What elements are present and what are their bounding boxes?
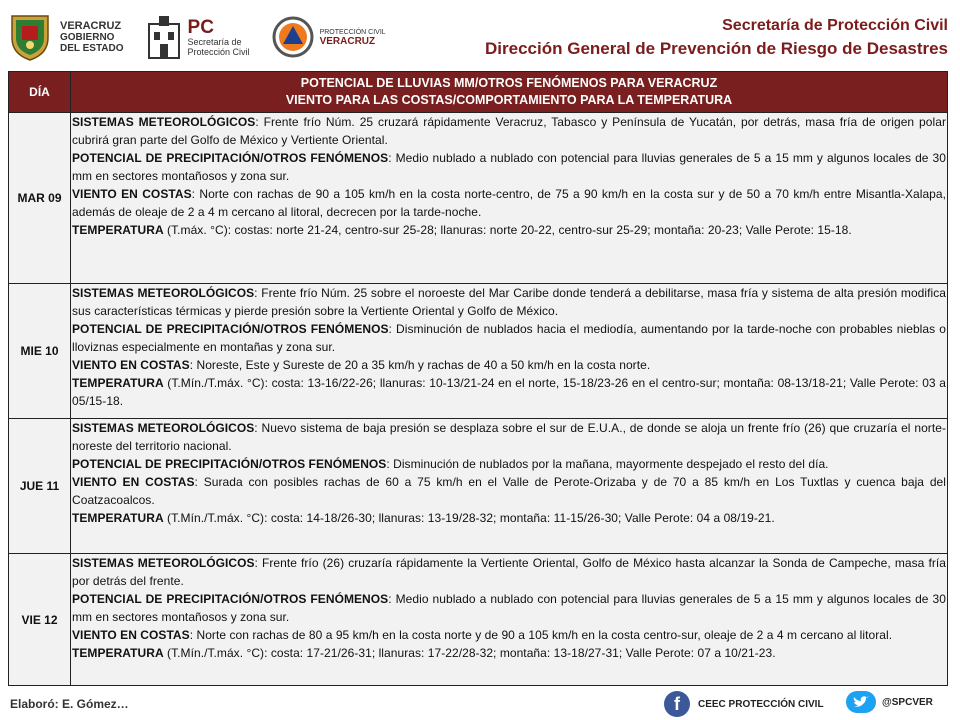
temp-label: TEMPERATURA [72,376,164,390]
precip-label: POTENCIAL DE PRECIPITACIÓN/OTROS FENÓMENOS [72,457,387,471]
day-cell: MAR 09 [9,113,71,284]
temp-text: (T.Mín./T.máx. °C): costa: 13-16/22-26; llanuras: 10-13/21-24 en el norte, 15-18/23-26 en el centro-sur; montaña: 08-13/18-21; Valle Perote: 03 a 05/15-18. [72,376,946,408]
sistemas-paragraph [72,113,946,149]
facebook-label[interactable]: CEEC PROTECCIÓN CIVIL [698,698,824,710]
header-logos [8,8,408,66]
twitter-link[interactable] [846,691,933,713]
viento-paragraph [72,356,946,374]
precip-paragraph [72,455,946,473]
viento-text: : Norte con rachas de 80 a 95 km/h en la costa norte y de 90 a 105 km/h en la costa centro-sur, oleaje de 2 a 4 m cercano al litoral. [189,628,893,642]
precip-label: POTENCIAL DE PRECIPITACIÓN/OTROS FENÓMENOS [72,151,389,165]
table-header-row [9,72,948,113]
sistemas-paragraph [72,419,946,455]
pc-logo [146,14,250,60]
sistemas-text: : Nuevo sistema de baja presión se desplaza sobre el sur de E.U.A., de donde se aloja un frente frío (26) que cruzaría el norte-noreste del territorio nacional. [72,421,946,453]
pc2-logo-line1: PROTECCIÓN CIVIL [319,29,386,36]
temp-paragraph [72,644,946,662]
precip-label: POTENCIAL DE PRECIPITACIÓN/OTROS FENÓMENOS [72,322,389,336]
day-cell: JUE 11 [9,419,71,554]
day-cell: MIE 10 [9,284,71,419]
precip-text: : Medio nublado a nublado con potencial para lluvias generales de 5 a 15 mm y algunos locales de 30 mm en sectores montañosos y zona sur. [72,592,946,624]
sistemas-paragraph [72,554,946,590]
forecast-cell [71,113,948,284]
precip-label: POTENCIAL DE PRECIPITACIÓN/OTROS FENÓMENOS [72,592,389,606]
twitter-label[interactable]: @SPCVER [882,696,933,708]
column-header-forecast [71,72,948,113]
pc-logo-line1: Secretaría de [187,36,242,47]
sistemas-label: SISTEMAS METEOROLÓGICOS [72,115,256,129]
precip-paragraph [72,149,946,185]
precip-paragraph [72,590,946,626]
temp-text: (T.Mín./T.máx. °C): costa: 14-18/26-30; llanuras: 13-19/28-32; montaña: 11-15/26-30; Valle Perote: 04 a 08/19-21. [163,511,775,525]
viento-text: : Noreste, Este y Sureste de 20 a 35 km/h y rachas de 40 a 50 km/h en la costa norte. [189,358,651,372]
pc2-logo-line2: VERACRUZ [319,36,376,47]
precip-paragraph [72,320,946,356]
temp-text: (T.Mín./T.máx. °C): costa: 17-21/26-31; llanuras: 17-22/28-32; montaña: 13-18/27-31; Valle Perote: 07 a 10/21-23. [163,646,776,660]
header-title-line1: Secretaría de Protección Civil [722,17,948,34]
veracruz-shield-icon [8,12,52,62]
pc-logo-line2: Protección Civil [187,46,250,57]
facebook-link[interactable] [664,691,824,717]
sistemas-text: : Frente frío Núm. 25 sobre el noroeste del Mar Caribe donde tenderá a debilitarse, masa fría y sistema de alta presión modifica sus características térmicas y pierde presión sobre la Vertiente Oriental y Golfo de México. [72,286,946,318]
temp-text: (T.máx. °C): costas: norte 21-24, centro-sur 25-28; llanuras: norte 20-22, centro-sur 25-29; montaña: 20-23; Valle Perote: 15-18. [163,223,852,237]
sistemas-text: : Frente frío Núm. 25 cruzará rápidamente Veracruz, Tabasco y Península de Yucatán, por detrás, masa fría de origen polar cubrirá gran parte del Golfo de México y Vertiente Oriental. [72,115,946,147]
pc-triangle-icon [272,16,314,58]
temp-label: TEMPERATURA [72,646,164,660]
viento-text: : Norte con rachas de 90 a 105 km/h en la costa norte-centro, de 75 a 90 km/h en la costa sur y de 50 a 70 km/h entre Misantla-Xalapa, además de oleaje de 2 a 4 m cercano al litoral, decrecen por la tarde-noche. [72,187,946,219]
sistemas-label: SISTEMAS METEOROLÓGICOS [72,421,255,435]
viento-paragraph [72,626,946,644]
temp-paragraph [72,509,946,527]
pc-building-icon [146,14,182,60]
viento-paragraph [72,185,946,221]
column-header-forecast-line2: VIENTO PARA LAS COSTAS/COMPORTAMIENTO PARA LA TEMPERATURA [285,93,733,107]
table-row [9,554,948,686]
sistemas-text: : Frente frío (26) cruzaría rápidamente la Vertiente Oriental, Golfo de México hasta alcanzar la Sonda de Campeche, masa fría por detrás del frente. [72,556,946,588]
twitter-icon[interactable] [846,691,876,713]
forecast-table [8,71,948,686]
precip-text: : Disminución de nublados hacia el mediodía, aumentando por la tarde-noche con probables nieblas o lloviznas especialmente en montañas y zona sur. [72,322,946,354]
gov-logo-line2: GOBIERNO [60,31,115,43]
sistemas-paragraph [72,284,946,320]
twitter-bird-glyph [852,695,870,709]
column-header-day: DÍA [9,72,71,113]
pc-logo-big: PC [187,16,214,38]
table-row [9,113,948,284]
temp-label: TEMPERATURA [72,511,164,525]
header-title-line2: Dirección General de Prevención de Riesgo de Desastres [485,39,948,58]
gov-logo-line3: DEL ESTADO [60,42,124,54]
pc-veracruz-logo [272,16,386,58]
temp-paragraph [72,374,946,410]
veracruz-logo-text [60,21,124,54]
viento-paragraph [72,473,946,509]
temp-paragraph [72,221,946,239]
day-cell: VIE 12 [9,554,71,686]
header-titles [485,16,948,60]
forecast-cell [71,419,948,554]
viento-label: VIENTO EN COSTAS [72,475,195,489]
viento-label: VIENTO EN COSTAS [72,628,190,642]
precip-text: : Disminución de nublados por la mañana, mayormente despejado el resto del día. [386,457,829,471]
table-row [9,284,948,419]
column-header-forecast-line1: POTENCIAL DE LLUVIAS MM/OTROS FENÓMENOS PARA VERACRUZ [300,76,718,90]
pc2-logo-text [320,28,386,46]
gov-logo-line1: VERACRUZ [60,19,122,32]
sistemas-label: SISTEMAS METEOROLÓGICOS [72,286,255,300]
precip-text: : Medio nublado a nublado con potencial para lluvias generales de 5 a 15 mm y algunos locales de 30 mm en sectores montañosos y zona sur. [72,151,946,183]
sistemas-label: SISTEMAS METEOROLÓGICOS [72,556,255,570]
pc-logo-text [188,18,250,57]
facebook-icon[interactable]: f [664,691,690,717]
viento-text: : Surada con posibles rachas de 60 a 75 km/h en el Valle de Perote-Orizaba y de 70 a 85 km/h en Los Tuxtlas y cuenca baja del Coatzacoalcos. [72,475,946,507]
viento-label: VIENTO EN COSTAS [72,187,192,201]
footer-author: Elaboró: E. Gómez… [10,697,129,711]
veracruz-logo [8,12,124,62]
temp-label: TEMPERATURA [72,223,164,237]
forecast-cell [71,554,948,686]
table-row [9,419,948,554]
viento-label: VIENTO EN COSTAS [72,358,190,372]
forecast-cell [71,284,948,419]
